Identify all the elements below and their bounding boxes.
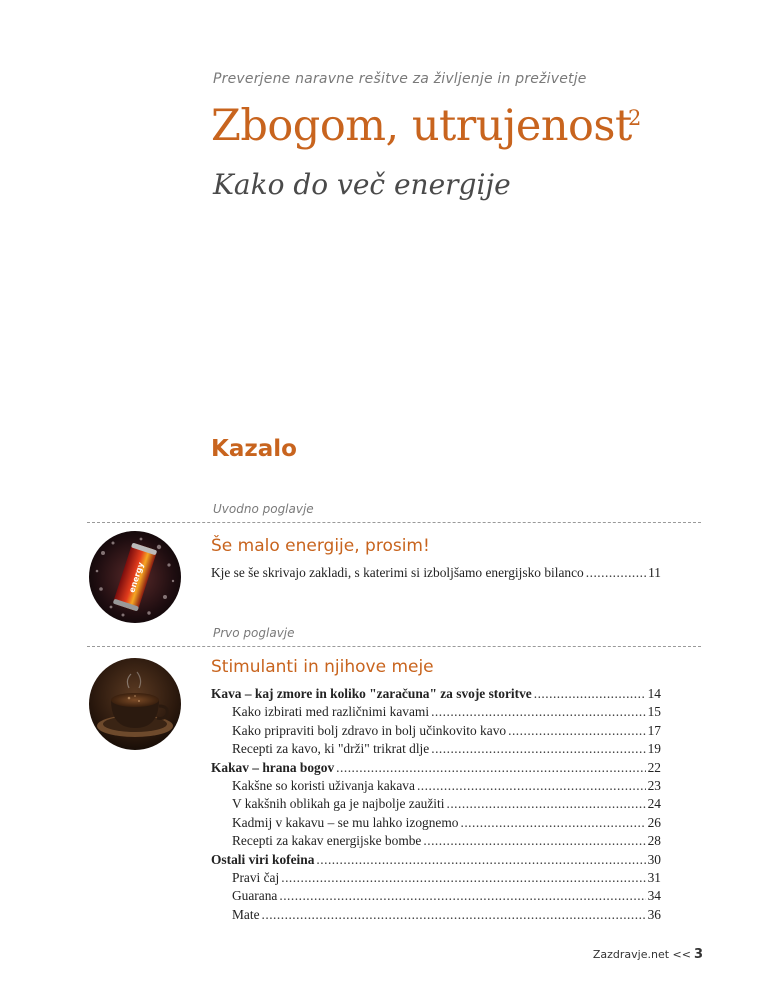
book-title: Zbogom, utrujenost (211, 101, 632, 151)
toc-entry-text: Guarana (232, 888, 278, 904)
toc-row[interactable] (211, 778, 661, 796)
toc-row[interactable] (211, 760, 661, 778)
toc-page-number: 30 (647, 851, 661, 867)
toc-row[interactable] (211, 907, 661, 925)
leader-dots (586, 565, 646, 581)
toc-page-number: 14 (647, 686, 661, 701)
toc-row[interactable] (211, 741, 661, 759)
coffee-cup-icon (89, 658, 181, 750)
page-footer (593, 947, 703, 962)
toc-page-number: 34 (647, 888, 661, 904)
toc-page-number: 28 (647, 833, 661, 849)
toc-row[interactable] (211, 704, 661, 722)
toc-entry-text: V kakšnih oblikah ga je najbolje zaužiti (232, 796, 445, 812)
chapter-title-intro: Še malo energije, prosim! (211, 536, 430, 556)
svg-text:energy: energy (127, 561, 146, 594)
toc-entry-text: Kakšne so koristi uživanja kakava (232, 777, 415, 793)
toc-row[interactable] (211, 870, 661, 888)
leader-dots (279, 888, 645, 904)
toc-intro (211, 565, 661, 583)
toc-row[interactable] (211, 796, 661, 814)
section-label-intro: Uvodno poglavje (213, 502, 314, 516)
energy-drink-can-icon (89, 531, 181, 623)
toc-entry-text: Recepti za kakav energijske bombe (232, 833, 422, 849)
leader-dots (508, 723, 646, 739)
section-divider (87, 522, 701, 523)
toc-entry-text: Kakav – hrana bogov (211, 759, 335, 775)
leader-dots (534, 686, 646, 702)
toc-row[interactable] (211, 565, 661, 583)
toc-page-number: 23 (647, 777, 661, 793)
leader-dots (460, 815, 645, 831)
toc-row[interactable] (211, 723, 661, 741)
toc-entry-text: Kadmij v kakavu – se mu lahko izognemo (232, 814, 459, 830)
toc-page-number: 19 (647, 741, 661, 757)
toc-first (211, 686, 661, 925)
book-subtitle: Kako do več energije (213, 168, 511, 201)
toc-entry-text: Kako izbirati med različnimi kavami (232, 704, 430, 720)
toc-entry-text: Kava – kaj zmore in koliko "zaračuna" za svoje storitve (211, 686, 532, 701)
toc-page-number: 36 (647, 906, 661, 922)
leader-dots (417, 778, 646, 794)
toc-page-number: 15 (647, 704, 661, 720)
leader-dots (316, 852, 645, 868)
chapter-title-first: Stimulanti in njihove meje (211, 657, 434, 677)
leader-dots (431, 741, 645, 757)
toc-page-number: 11 (648, 565, 661, 580)
toc-entry-text: Pravi čaj (232, 869, 280, 885)
contents-heading: Kazalo (211, 436, 297, 462)
leader-dots (281, 870, 645, 886)
toc-row[interactable] (211, 815, 661, 833)
section-label-first: Prvo poglavje (213, 626, 295, 640)
toc-entry-text: Mate (232, 906, 260, 922)
toc-page-number: 24 (647, 796, 661, 812)
page-number: 3 (693, 947, 703, 962)
toc-page-number: 26 (647, 814, 661, 830)
toc-entry-text: Recepti za kavo, ki "drži" trikrat dlje (232, 741, 430, 757)
toc-page-number: 22 (647, 759, 661, 775)
toc-page-number: 17 (647, 722, 661, 738)
leader-dots (431, 704, 646, 720)
footer-site[interactable]: Zazdravje.net << (592, 948, 691, 961)
toc-row[interactable] (211, 833, 661, 851)
leader-dots (336, 760, 645, 776)
toc-entry-text: Ostali viri kofeina (211, 851, 315, 867)
toc-row[interactable] (211, 686, 661, 704)
toc-page-number: 31 (647, 869, 661, 885)
toc-row[interactable] (211, 888, 661, 906)
tagline: Preverjene naravne rešitve za življenje in preživetje (213, 71, 587, 87)
toc-entry-text: Kako pripraviti bolj zdravo in bolj učinkovito kavo (232, 722, 507, 738)
toc-row[interactable] (211, 852, 661, 870)
leader-dots (262, 907, 646, 923)
leader-dots (423, 833, 645, 849)
section-divider (87, 646, 701, 647)
toc-entry-text: Kje se še skrivajo zakladi, s katerimi si izboljšamo energijsko bilanco (211, 565, 584, 580)
leader-dots (446, 796, 645, 812)
volume-number: 2 (628, 106, 642, 130)
